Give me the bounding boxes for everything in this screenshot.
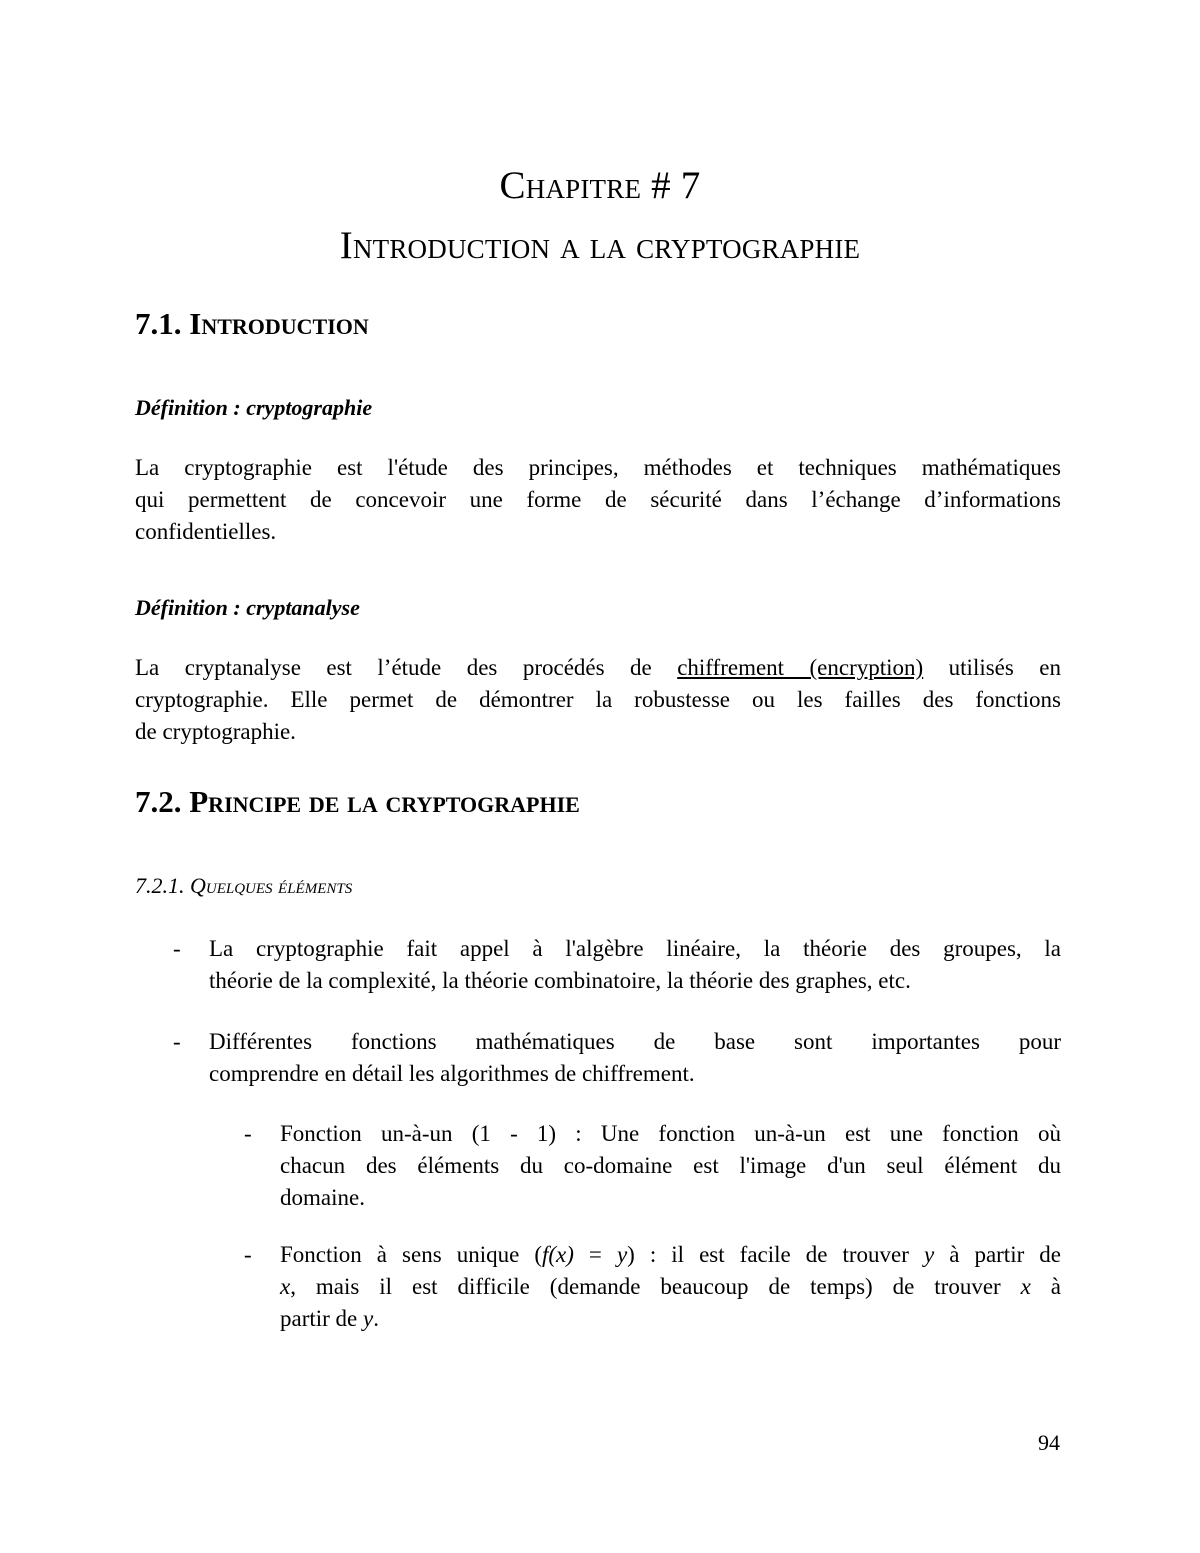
underlined-term: chiffrement (encryption) (677, 655, 924, 680)
text-run: à (1030, 1274, 1061, 1299)
text-run: , mais il est difficile (demande beaucoup de temps) de trouver (290, 1274, 1021, 1299)
paragraph-line (135, 652, 1061, 684)
math-variable: y (616, 1242, 628, 1267)
subsection-title: Quelques éléments (190, 873, 353, 898)
section-heading-principe (135, 784, 580, 820)
list-item-line: comprendre en détail les algorithmes de chiffrement. (209, 1061, 695, 1086)
math-variable: x (280, 1274, 291, 1299)
math-variable: y (363, 1306, 374, 1331)
chapter-number: Chapitre # 7 (499, 164, 701, 207)
list-item-line: chacun des éléments du co-domaine est l'image d'un seul élément du (280, 1153, 1061, 1178)
text-run: ) : il est facile de trouver (627, 1242, 924, 1267)
list-item-line: Différentes fonctions mathématiques de base sont importantes pour (209, 1029, 1061, 1054)
chapter-title: Introduction a la cryptographie (339, 224, 861, 267)
section-title: Introduction (189, 306, 369, 341)
definition-paragraph-cryptographie (135, 452, 1061, 548)
subsection-number: 7.2.1. (135, 873, 185, 898)
section-number: 7.1. (135, 306, 182, 341)
definition-paragraph-cryptanalyse (135, 652, 1061, 748)
list-item-text (280, 1239, 1061, 1335)
list-item-text (209, 933, 1061, 997)
paragraph-line: cryptographie. Elle permet de démontrer la robustesse ou les failles des fonctions (135, 687, 1061, 712)
text-run: à partir de (934, 1242, 1061, 1267)
math-variable: y (923, 1242, 935, 1267)
bullet-dash: - (244, 1121, 252, 1146)
bullet-dash: - (173, 1029, 181, 1054)
bullet-dash: - (244, 1242, 252, 1267)
text-run: Fonction à sens unique ( (280, 1242, 542, 1267)
definition-heading-cryptographie: Définition : cryptographie (135, 395, 373, 420)
list-item-text (209, 1026, 1061, 1090)
section-title: Principe de la cryptographie (189, 784, 580, 819)
list-item-line: Fonction un-à-un (1 - 1) : Une fonction un-à-un est une fonction où (280, 1121, 1061, 1146)
paragraph-line: de cryptographie. (135, 719, 296, 744)
paragraph-line: La cryptographie est l'étude des principes, méthodes et techniques mathématiques (135, 455, 1061, 480)
subsection-heading-elements (135, 873, 352, 899)
math-expression: f(x) (541, 1242, 574, 1267)
text-run: = (573, 1242, 617, 1267)
list-item-line: domaine. (280, 1185, 365, 1210)
section-number: 7.2. (135, 784, 182, 819)
bullet-dash: - (173, 936, 181, 961)
list-item-text (280, 1118, 1061, 1214)
list-item-line: théorie de la complexité, la théorie combinatoire, la théorie des graphes, etc. (209, 968, 911, 993)
math-variable: x (1020, 1274, 1031, 1299)
text-run: . (373, 1306, 379, 1331)
text-run: La cryptanalyse est l’étude des procédés de (135, 655, 652, 680)
section-heading-introduction (135, 306, 369, 342)
list-item-line (280, 1303, 1061, 1335)
paragraph-line: confidentielles. (135, 519, 277, 544)
list-item-line (280, 1271, 1061, 1303)
list-item-line: La cryptographie fait appel à l'algèbre linéaire, la théorie des groupes, la (209, 936, 1061, 961)
list-item-line (280, 1239, 1061, 1271)
definition-heading-cryptanalyse: Définition : cryptanalyse (135, 595, 360, 620)
page-number: 94 (1038, 1430, 1060, 1455)
paragraph-line: qui permettent de concevoir une forme de sécurité dans l’échange d’informations (135, 487, 1061, 512)
text-run: utilisés en (948, 655, 1062, 680)
text-run: partir de (280, 1306, 364, 1331)
